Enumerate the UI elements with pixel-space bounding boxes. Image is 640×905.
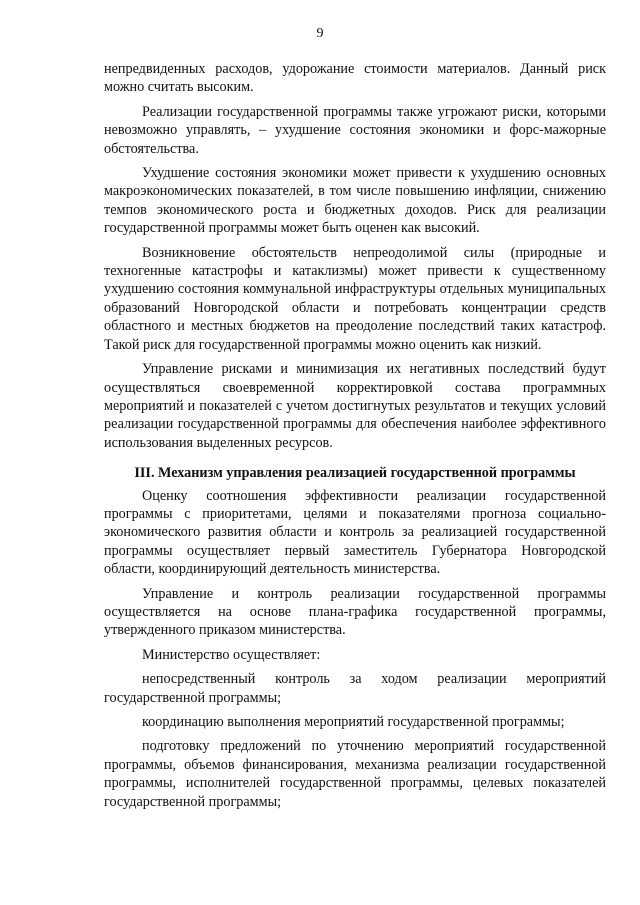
- section-heading: III. Механизм управления реализацией государственной программы: [134, 465, 576, 482]
- paragraph-management-control: Управление и контроль реализации государственной программы осуществляется на основе плана-графика государственной программы, утвержденного приказом министерства.: [104, 585, 606, 639]
- paragraph-economy-risk: Ухудшение состояния экономики может привести к ухудшению основных макроэкономических показателей, в том числе повышению инфляции, снижению темпов экономического роста и бюджетных доходов. Риск для реализации государственной программы может быть оценен как высокий.: [104, 165, 606, 237]
- paragraph-risks-uncontrollable: Реализации государственной программы также угрожают риски, которыми невозможно управлять, – ухудшение состояния экономики и форс-мажорные обстоятельства.: [104, 103, 606, 157]
- paragraph-force-majeure: Возникновение обстоятельств непреодолимой силы (природные и техногенные катастрофы и катаклизмы) может привести к существенному ухудшению состояния коммунальной инфраструктуры отдельных муниципальных образований Новгородской области и потребовать концентрации средств областного и местных бюджетов на преодоление последствий таких катастроф. Такой риск для государственной программы можно оценить как низкий.: [104, 244, 606, 353]
- paragraph-ministry-intro: Министерство осуществляет:: [142, 646, 321, 663]
- document-body: [104, 60, 606, 817]
- list-item: непосредственный контроль за ходом реализации мероприятий государственной программы;: [104, 671, 606, 706]
- list-item: подготовку предложений по уточнению мероприятий государственной программы, объемов финансирования, механизма реализации государственной программы, исполнителей государственной программы, целевых показателей государственной программы;: [104, 738, 606, 810]
- paragraph-continued: непредвиденных расходов, удорожание стоимости материалов. Данный риск можно считать высоким.: [104, 61, 606, 96]
- page-number: 9: [316, 26, 324, 41]
- paragraph-risk-management: Управление рисками и минимизация их негативных последствий будут осуществляться своевременной корректировкой состава программных мероприятий и показателей с учетом достигнутых результатов и текущих условий реализации государственной программы для обеспечения наиболее эффективного использования выделенных ресурсов.: [104, 361, 606, 451]
- list-item: координацию выполнения мероприятий государственной программы;: [142, 714, 565, 730]
- paragraph-assessment: Оценку соотношения эффективности реализации государственной программы с приоритетами, целями и показателями прогноза социально-экономического развития области и контроль за реализацией государственной программы осуществляет первый заместитель Губернатора Новгородской области, координирующий деятельность министерства.: [104, 487, 606, 578]
